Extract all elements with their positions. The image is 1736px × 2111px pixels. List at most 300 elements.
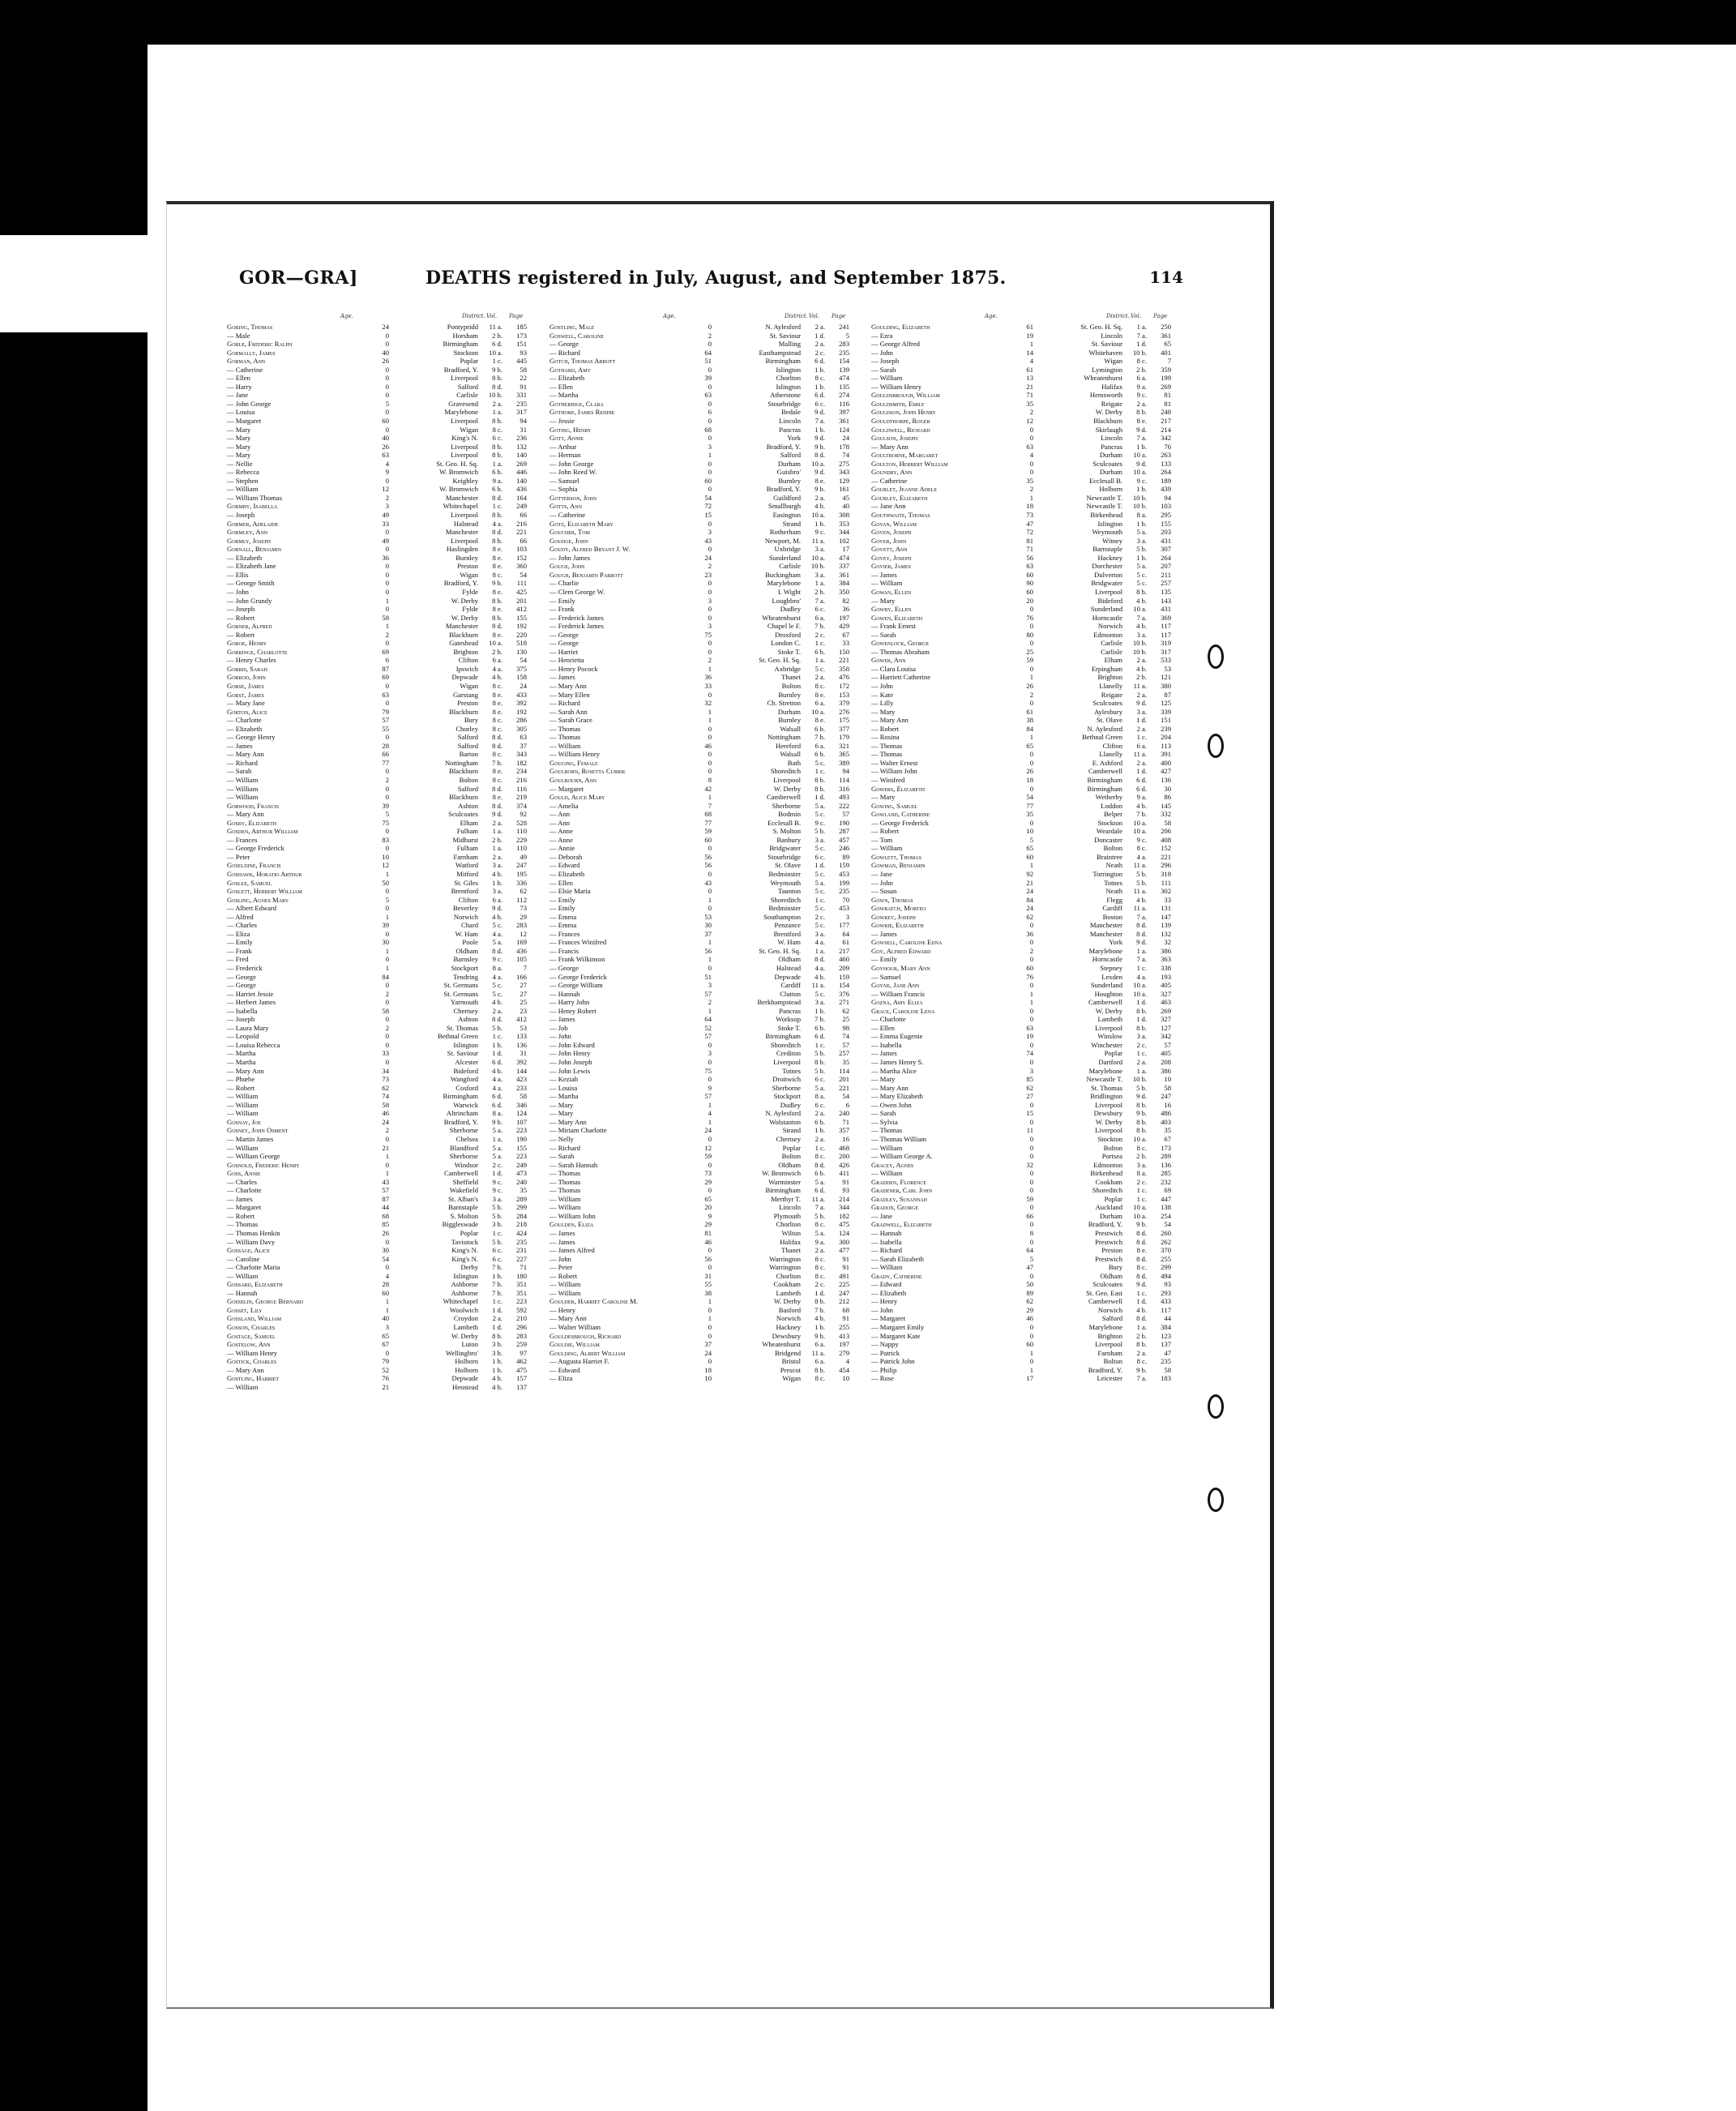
entry-volume: 8 e. xyxy=(492,793,502,802)
entry-page: 161 xyxy=(839,485,849,494)
index-entry xyxy=(549,767,849,776)
entry-district: Dewsbury xyxy=(1093,1109,1122,1118)
heading-page: Page xyxy=(1153,313,1168,319)
entry-district: Tavistock xyxy=(451,1237,478,1246)
entry-district: Bradford, Y. xyxy=(766,442,801,451)
entry-page: 380 xyxy=(1161,681,1171,690)
entry-age: 0 xyxy=(708,1160,712,1169)
entry-volume: 8 d. xyxy=(1136,929,1147,938)
entry-age: 46 xyxy=(704,741,712,750)
entry-name: Goudy, Alfred Bryant J. W. xyxy=(549,545,631,554)
entry-name: — Charlotte xyxy=(871,1015,906,1024)
entry-volume: 2 a. xyxy=(1136,724,1147,733)
entry-name: — Richard xyxy=(871,1246,902,1255)
entry-page: 16 xyxy=(1164,1100,1171,1109)
entry-district: Farnham xyxy=(1097,1348,1122,1357)
entry-age: 71 xyxy=(1026,391,1033,400)
entry-page: 105 xyxy=(516,955,527,964)
index-entry xyxy=(871,656,1171,665)
entry-name: Gotch, Thomas Abbott xyxy=(549,357,616,366)
entry-district: Poplar xyxy=(782,1143,801,1152)
entry-age: 0 xyxy=(708,1322,712,1331)
entry-name: — William xyxy=(227,1143,259,1152)
entry-name: — William Henry xyxy=(549,750,601,759)
index-entry xyxy=(227,810,527,819)
index-entry xyxy=(227,400,527,409)
entry-age: 68 xyxy=(382,1211,389,1220)
entry-district: Marylebone xyxy=(767,579,801,588)
entry-name: — Sophia xyxy=(549,485,578,494)
entry-volume: 5 b. xyxy=(815,1066,825,1075)
entry-age: 0 xyxy=(1029,664,1033,673)
index-column-2 xyxy=(549,311,849,1876)
entry-page: 262 xyxy=(1161,1237,1171,1246)
entry-volume: 8 b. xyxy=(1136,1006,1147,1015)
index-entry xyxy=(549,417,849,426)
entry-page: 264 xyxy=(1161,468,1171,477)
entry-volume: 3 a. xyxy=(815,998,825,1007)
entry-volume: 4 b. xyxy=(492,870,502,878)
entry-district: St. Olave xyxy=(775,861,801,870)
index-entry xyxy=(871,725,1171,734)
entry-name: — Keziah xyxy=(549,1075,579,1084)
entry-volume: 3 a. xyxy=(492,861,502,870)
entry-name: — Lilly xyxy=(871,699,894,708)
entry-district: Oldham xyxy=(778,955,801,964)
entry-name: — Harry xyxy=(227,382,252,391)
entry-page: 365 xyxy=(839,750,849,759)
entry-page: 135 xyxy=(1161,587,1171,596)
entry-volume: 6 d. xyxy=(1136,784,1147,793)
entry-page: 17 xyxy=(842,545,849,554)
entry-district: Barton xyxy=(459,750,478,759)
index-entry xyxy=(549,1032,849,1041)
entry-age: 71 xyxy=(1026,545,1033,554)
index-entry xyxy=(871,1349,1171,1358)
entry-name: Gothard, Amy xyxy=(549,365,591,374)
entry-district: Croydon xyxy=(453,1314,478,1323)
index-entry xyxy=(549,1152,849,1161)
entry-district: Prestwich xyxy=(1095,1237,1122,1246)
entry-volume: 8 c. xyxy=(815,1220,825,1229)
entry-district: Neath xyxy=(1105,887,1122,896)
index-entry xyxy=(549,1135,849,1144)
entry-name: Gorris, Sarah xyxy=(227,664,267,673)
entry-age: 54 xyxy=(704,493,712,502)
entry-page: 491 xyxy=(839,1271,849,1280)
index-entry xyxy=(871,955,1171,964)
index-entry xyxy=(871,896,1171,905)
entry-volume: 9 d. xyxy=(1136,938,1147,947)
entry-page: 54 xyxy=(520,656,527,665)
entry-name: — Elizabeth Jane xyxy=(227,562,276,571)
entry-age: 76 xyxy=(1026,972,1033,981)
entry-volume: 5 b. xyxy=(1136,870,1147,878)
entry-name: Gossage, Alice xyxy=(227,1246,270,1255)
entry-volume: 1 b. xyxy=(492,1271,502,1280)
entry-district: Camberwell xyxy=(767,793,801,802)
entry-page: 152 xyxy=(516,553,527,562)
entry-page: 427 xyxy=(1161,767,1171,776)
entry-volume: 6 d. xyxy=(492,1100,502,1109)
entry-page: 154 xyxy=(839,981,849,990)
page-title: DEATHS registered in July, August, and September 1875. xyxy=(425,268,1007,289)
entry-volume: 9 c. xyxy=(1136,476,1147,485)
entry-volume: 1 a. xyxy=(492,1134,502,1143)
entry-volume: 1 b. xyxy=(815,1322,825,1331)
entry-volume: 1 c. xyxy=(815,767,825,776)
index-entry xyxy=(549,1109,849,1118)
entry-district: Shoreditch xyxy=(770,895,801,904)
entry-name: — Robert xyxy=(227,1083,255,1092)
entry-page: 121 xyxy=(1161,673,1171,682)
entry-district: Ipswich xyxy=(455,664,478,673)
entry-page: 154 xyxy=(839,357,849,366)
index-entry xyxy=(549,1323,849,1332)
entry-age: 23 xyxy=(704,570,712,579)
entry-name: — Robert xyxy=(227,1211,255,1220)
entry-name: — Mary Ann xyxy=(549,1117,587,1126)
entry-page: 231 xyxy=(516,1246,527,1255)
entry-age: 0 xyxy=(708,340,712,349)
entry-page: 217 xyxy=(839,946,849,955)
heading-age: Age. xyxy=(663,313,676,319)
entry-age: 72 xyxy=(1026,528,1033,537)
entry-volume: 4 a. xyxy=(1136,852,1147,861)
entry-name: — Job xyxy=(549,1023,568,1032)
index-entry xyxy=(871,1007,1171,1016)
entry-page: 199 xyxy=(1161,374,1171,383)
entry-age: 0 xyxy=(385,605,389,614)
index-entry xyxy=(549,904,849,913)
entry-district: Bethnal Green xyxy=(438,1032,478,1041)
index-entry xyxy=(549,708,849,717)
entry-district: Barnsley xyxy=(453,955,478,964)
index-entry xyxy=(227,383,527,392)
entry-volume: 1 a. xyxy=(1136,1066,1147,1075)
index-entry xyxy=(871,631,1171,640)
entry-page: 182 xyxy=(839,1211,849,1220)
entry-page: 296 xyxy=(516,1322,527,1331)
entry-district: Brentford xyxy=(451,887,478,896)
entry-district: Wigan xyxy=(1104,357,1122,366)
entry-age: 1 xyxy=(708,895,712,904)
entry-volume: 8 c. xyxy=(1136,1143,1147,1152)
entry-volume: 7 b. xyxy=(492,758,502,767)
entry-district: E. Ashford xyxy=(1092,758,1122,767)
entry-volume: 5 b. xyxy=(492,1211,502,1220)
entry-age: 0 xyxy=(1029,639,1033,648)
entry-age: 0 xyxy=(708,468,712,477)
index-entry xyxy=(227,1007,527,1016)
entry-age: 75 xyxy=(704,630,712,639)
entry-age: 0 xyxy=(385,408,389,417)
entry-district: Weymouth xyxy=(1092,528,1122,537)
entry-volume: 9 b. xyxy=(1136,1365,1147,1374)
entry-page: 486 xyxy=(1161,1109,1171,1118)
entry-volume: 9 d. xyxy=(815,434,825,443)
entry-age: 0 xyxy=(708,485,712,494)
entry-name: Govey, Joseph xyxy=(871,553,912,562)
entry-age: 0 xyxy=(1029,1134,1033,1143)
entry-district: Bedale xyxy=(781,408,801,417)
entry-age: 28 xyxy=(382,1280,389,1289)
entry-page: 412 xyxy=(516,1015,527,1024)
entry-page: 221 xyxy=(839,656,849,665)
index-entry xyxy=(549,861,849,870)
entry-volume: 6 c. xyxy=(492,434,502,443)
entry-district: Brentford xyxy=(773,929,801,938)
entry-district: Dulverton xyxy=(1094,570,1122,579)
entry-district: Manchester xyxy=(445,528,478,537)
entry-name: — William xyxy=(227,793,259,802)
entry-district: N. Aylesford xyxy=(1087,724,1122,733)
entry-name: — William xyxy=(871,1263,903,1272)
entry-volume: 8 b. xyxy=(815,784,825,793)
entry-page: 426 xyxy=(839,1160,849,1169)
entry-district: Wolstanton xyxy=(769,1117,801,1126)
entry-volume: 6 c. xyxy=(815,605,825,614)
entry-page: 457 xyxy=(839,835,849,844)
entry-name: — George xyxy=(227,981,256,990)
index-entry xyxy=(227,1246,527,1255)
entry-age: 6 xyxy=(708,408,712,417)
index-entry xyxy=(227,1152,527,1161)
entry-volume: 1 c. xyxy=(815,895,825,904)
entry-district: S. Molton xyxy=(772,827,801,836)
entry-district: Taunton xyxy=(777,887,801,896)
entry-page: 132 xyxy=(516,442,527,451)
entry-name: — Augusta Harriet F. xyxy=(549,1357,609,1366)
entry-district: Leicester xyxy=(1097,1374,1122,1383)
entry-district: Droxford xyxy=(775,630,801,639)
entry-volume: 8 d. xyxy=(492,382,502,391)
index-entry xyxy=(549,1178,849,1187)
entry-volume: 4 b. xyxy=(492,1374,502,1383)
entry-age: 0 xyxy=(385,733,389,742)
entry-district: W. Derby xyxy=(1095,1117,1122,1126)
index-entry xyxy=(227,1212,527,1221)
entry-volume: 8 b. xyxy=(1136,1023,1147,1032)
entry-volume: 2 a. xyxy=(815,493,825,502)
entry-name: — Caroline xyxy=(227,1254,260,1263)
index-entry xyxy=(227,1357,527,1366)
entry-name: — Jane Ann xyxy=(871,502,906,511)
entry-age: 9 xyxy=(708,1083,712,1092)
index-entry xyxy=(871,1075,1171,1084)
entry-name: — Philip xyxy=(871,1365,897,1374)
entry-volume: 6 d. xyxy=(492,1092,502,1101)
entry-age: 12 xyxy=(1026,417,1033,426)
entry-volume: 10 b. xyxy=(1132,502,1147,511)
entry-volume: 3 b. xyxy=(492,1348,502,1357)
entry-name: Gosnold, Frederic Henry xyxy=(227,1160,300,1169)
entry-district: Wigan xyxy=(460,425,478,434)
entry-name: — Robert xyxy=(227,613,255,622)
entry-age: 0 xyxy=(385,784,389,793)
entry-page: 494 xyxy=(1161,1271,1171,1280)
entry-volume: 8 c. xyxy=(815,1374,825,1383)
entry-age: 64 xyxy=(704,1015,712,1024)
entry-name: Grace, Caroline Lena xyxy=(871,1006,935,1015)
index-entry xyxy=(871,1289,1171,1298)
entry-volume: 8 d. xyxy=(815,451,825,460)
entry-volume: 1 a. xyxy=(815,946,825,955)
entry-name: Gorst, James xyxy=(227,690,264,699)
index-entry xyxy=(549,955,849,964)
entry-page: 357 xyxy=(839,1126,849,1135)
entry-district: Cookham xyxy=(1095,1177,1122,1186)
entry-name: — Fred xyxy=(227,955,249,964)
entry-page: 446 xyxy=(516,468,527,477)
entry-page: 67 xyxy=(1164,1134,1171,1143)
entry-volume: 6 b. xyxy=(492,468,502,477)
entry-page: 453 xyxy=(839,904,849,913)
index-entry xyxy=(227,1349,527,1358)
entry-district: Wigan xyxy=(460,570,478,579)
entry-age: 0 xyxy=(385,1263,389,1272)
entry-district: Prescot xyxy=(780,1365,801,1374)
entry-district: Bradford, Y. xyxy=(1088,1220,1122,1229)
entry-page: 124 xyxy=(839,1228,849,1237)
entry-name: — Clara Louisa xyxy=(871,664,916,673)
entry-volume: 5 c. xyxy=(1136,570,1147,579)
entry-district: Stockton xyxy=(1097,1134,1122,1143)
entry-page: 7 xyxy=(1167,357,1171,366)
entry-district: Ashton xyxy=(458,801,478,810)
entry-name: — Emily xyxy=(871,955,897,964)
entry-name: — William xyxy=(549,741,581,750)
entry-page: 204 xyxy=(1161,733,1171,742)
entry-name: — William xyxy=(227,775,259,784)
entry-age: 1 xyxy=(1029,733,1033,742)
entry-name: — William Thomas xyxy=(227,493,283,502)
entry-district: Stourbridge xyxy=(768,399,801,408)
entry-age: 20 xyxy=(704,1203,712,1212)
index-entry xyxy=(549,802,849,811)
entry-age: 61 xyxy=(1026,365,1033,374)
entry-district: Crediton xyxy=(776,1049,801,1058)
entry-name: — George Smith xyxy=(227,579,275,588)
entry-district: Alcester xyxy=(455,1058,478,1067)
entry-page: 318 xyxy=(1161,870,1171,878)
entry-name: — Winifred xyxy=(871,775,905,784)
entry-district: Norwich xyxy=(1097,1305,1122,1314)
entry-volume: 1 c. xyxy=(815,1143,825,1152)
entry-volume: 8 c. xyxy=(815,1152,825,1161)
entry-district: Nottingham xyxy=(444,758,478,767)
entry-volume: 10 b. xyxy=(1132,639,1147,648)
entry-page: 431 xyxy=(1161,605,1171,614)
entry-name: Gorse, James xyxy=(227,681,264,690)
entry-age: 0 xyxy=(708,733,712,742)
scan-margin-tab xyxy=(0,235,148,332)
entry-name: Gosnay, Joe xyxy=(227,1117,261,1126)
index-entry xyxy=(549,400,849,409)
entry-page: 103 xyxy=(516,545,527,554)
index-entry xyxy=(871,562,1171,571)
entry-volume: 8 d. xyxy=(815,1160,825,1169)
index-entry xyxy=(549,366,849,375)
entry-age: 62 xyxy=(1026,1083,1033,1092)
index-entry xyxy=(227,682,527,691)
entry-page: 74 xyxy=(842,1032,849,1041)
entry-name: — Hannah xyxy=(549,989,580,998)
entry-page: 199 xyxy=(839,878,849,887)
entry-page: 94 xyxy=(520,417,527,426)
entry-age: 0 xyxy=(708,1331,712,1340)
entry-volume: 3 a. xyxy=(1136,1032,1147,1041)
entry-district: Islington xyxy=(453,1271,478,1280)
entry-page: 350 xyxy=(839,587,849,596)
entry-page: 203 xyxy=(1161,528,1171,537)
entry-district: Fulham xyxy=(456,844,478,853)
entry-age: 39 xyxy=(704,374,712,383)
entry-volume: 8 c. xyxy=(492,724,502,733)
index-entry xyxy=(549,776,849,785)
index-entry xyxy=(549,451,849,460)
entry-page: 221 xyxy=(516,528,527,537)
entry-name: — Thomas xyxy=(549,1186,581,1195)
entry-age: 0 xyxy=(385,570,389,579)
entry-volume: 8 b. xyxy=(492,536,502,545)
entry-name: — Elizabeth xyxy=(227,553,263,562)
index-entry xyxy=(871,1323,1171,1332)
entry-name: — Emma Eugenie xyxy=(871,1032,923,1041)
index-entry xyxy=(227,1041,527,1050)
index-entry xyxy=(227,1374,527,1383)
entry-name: — Elizabeth xyxy=(549,374,585,383)
entry-name: — Sarah xyxy=(871,1109,896,1118)
entry-volume: 8 d. xyxy=(492,741,502,750)
entry-age: 6 xyxy=(385,656,389,665)
entry-name: — Rebecca xyxy=(227,468,259,477)
index-entry xyxy=(549,1067,849,1076)
index-entry xyxy=(549,716,849,725)
entry-district: Thanet xyxy=(781,673,801,682)
entry-age: 21 xyxy=(382,1382,389,1391)
entry-district: Doncaster xyxy=(1094,835,1122,844)
entry-district: Uxbridge xyxy=(774,545,801,554)
entry-age: 0 xyxy=(1029,1006,1033,1015)
entry-name: Gowing, Samuel xyxy=(871,801,918,810)
entry-district: London C. xyxy=(771,639,801,648)
entry-district: Totnes xyxy=(1104,878,1122,887)
entry-district: Walsall xyxy=(780,750,801,759)
entry-district: Depwade xyxy=(451,673,478,682)
entry-age: 0 xyxy=(385,793,389,802)
entry-age: 73 xyxy=(1026,511,1033,520)
entry-age: 81 xyxy=(704,1228,712,1237)
entry-page: 255 xyxy=(839,1322,849,1331)
entry-district: Birmingham xyxy=(765,1186,801,1195)
entry-age: 65 xyxy=(1026,844,1033,853)
entry-volume: 8 d. xyxy=(1136,1314,1147,1323)
entry-page: 31 xyxy=(520,425,527,434)
entry-district: Warwick xyxy=(453,1100,478,1109)
entry-age: 0 xyxy=(1029,622,1033,631)
entry-district: Bolton xyxy=(459,775,478,784)
entry-name: Goss, Annie xyxy=(227,1169,261,1178)
entry-page: 592 xyxy=(516,1305,527,1314)
entry-page: 137 xyxy=(1161,1340,1171,1349)
entry-volume: 8 e. xyxy=(492,630,502,639)
entry-page: 463 xyxy=(1161,998,1171,1007)
entry-district: Poole xyxy=(462,938,478,947)
entry-age: 76 xyxy=(382,1374,389,1383)
entry-age: 34 xyxy=(382,1066,389,1075)
entry-district: Pancras xyxy=(1101,442,1122,451)
